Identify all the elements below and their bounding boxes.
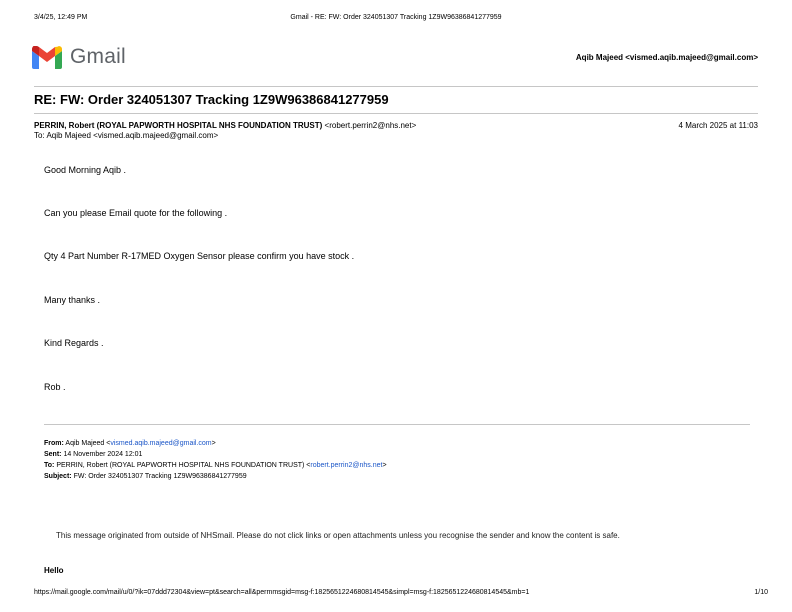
recipient-line: To: Aqib Majeed <vismed.aqib.majeed@gmail.com> <box>34 131 219 140</box>
body-line: Kind Regards . <box>44 338 104 348</box>
sender-line <box>34 121 416 130</box>
external-sender-warning: This message originated from outside of NHSmail. Please do not click links or open attachments unless you recognise the sender and know the content is safe. <box>56 531 620 540</box>
print-url: https://mail.google.com/mail/u/0/?ik=07ddd72304&view=pt&search=all&permmsgid=msg-f:1825651224680814545&simpl=msg-f:1825651224680814545&mb=1 <box>34 589 530 596</box>
quoted-to-label: To: <box>44 462 55 469</box>
quoted-to-name: PERRIN, Robert (ROYAL PAPWORTH HOSPITAL NHS FOUNDATION TRUST) < <box>56 462 311 469</box>
gmail-logo-text: Gmail <box>70 45 126 68</box>
quoted-from-close: > <box>211 440 216 447</box>
quoted-subject-label: Subject: <box>44 473 72 480</box>
quoted-from <box>44 440 216 447</box>
quoted-sent <box>44 451 142 458</box>
body-line: Many thanks . <box>44 295 101 305</box>
quoted-from-name: Aqib Majeed < <box>65 440 111 447</box>
divider <box>34 113 758 114</box>
print-date: 3/4/25, 12:49 PM <box>34 14 88 21</box>
divider <box>34 86 758 87</box>
sender-email: <robert.perrin2@nhs.net> <box>324 121 417 130</box>
quote-divider <box>44 424 750 425</box>
message-date: 4 March 2025 at 11:03 <box>678 121 758 130</box>
account-email: Aqib Majeed <vismed.aqib.majeed@gmail.com> <box>575 53 758 62</box>
print-title: Gmail - RE: FW: Order 324051307 Tracking 1Z9W96386841277959 <box>290 14 502 21</box>
page-number: 1/10 <box>754 589 768 596</box>
sender-name: PERRIN, Robert (ROYAL PAPWORTH HOSPITAL NHS FOUNDATION TRUST) <box>34 121 323 130</box>
body-line: Good Morning Aqib . <box>44 165 127 175</box>
gmail-logo-icon <box>32 46 62 69</box>
quoted-to-email-link[interactable]: robert.perrin2@nhs.net <box>310 462 383 469</box>
quoted-subject-text: FW: Order 324051307 Tracking 1Z9W96386841277959 <box>73 473 247 480</box>
quoted-sent-date: 14 November 2024 12:01 <box>63 451 143 458</box>
email-subject: RE: FW: Order 324051307 Tracking 1Z9W96386841277959 <box>34 92 389 107</box>
body-line: Rob . <box>44 382 66 392</box>
quoted-from-email-link[interactable]: vismed.aqib.majeed@gmail.com <box>110 440 212 447</box>
quoted-sent-label: Sent: <box>44 451 62 458</box>
quoted-to-close: > <box>382 462 387 469</box>
quoted-to <box>44 462 387 469</box>
body-line: Qty 4 Part Number R-17MED Oxygen Sensor please confirm you have stock . <box>44 251 355 261</box>
body-line: Can you please Email quote for the following . <box>44 208 228 218</box>
gmail-logo[interactable] <box>32 43 126 71</box>
quoted-subject <box>44 473 247 480</box>
quoted-from-label: From: <box>44 440 64 447</box>
quoted-greeting: Hello <box>44 566 64 575</box>
